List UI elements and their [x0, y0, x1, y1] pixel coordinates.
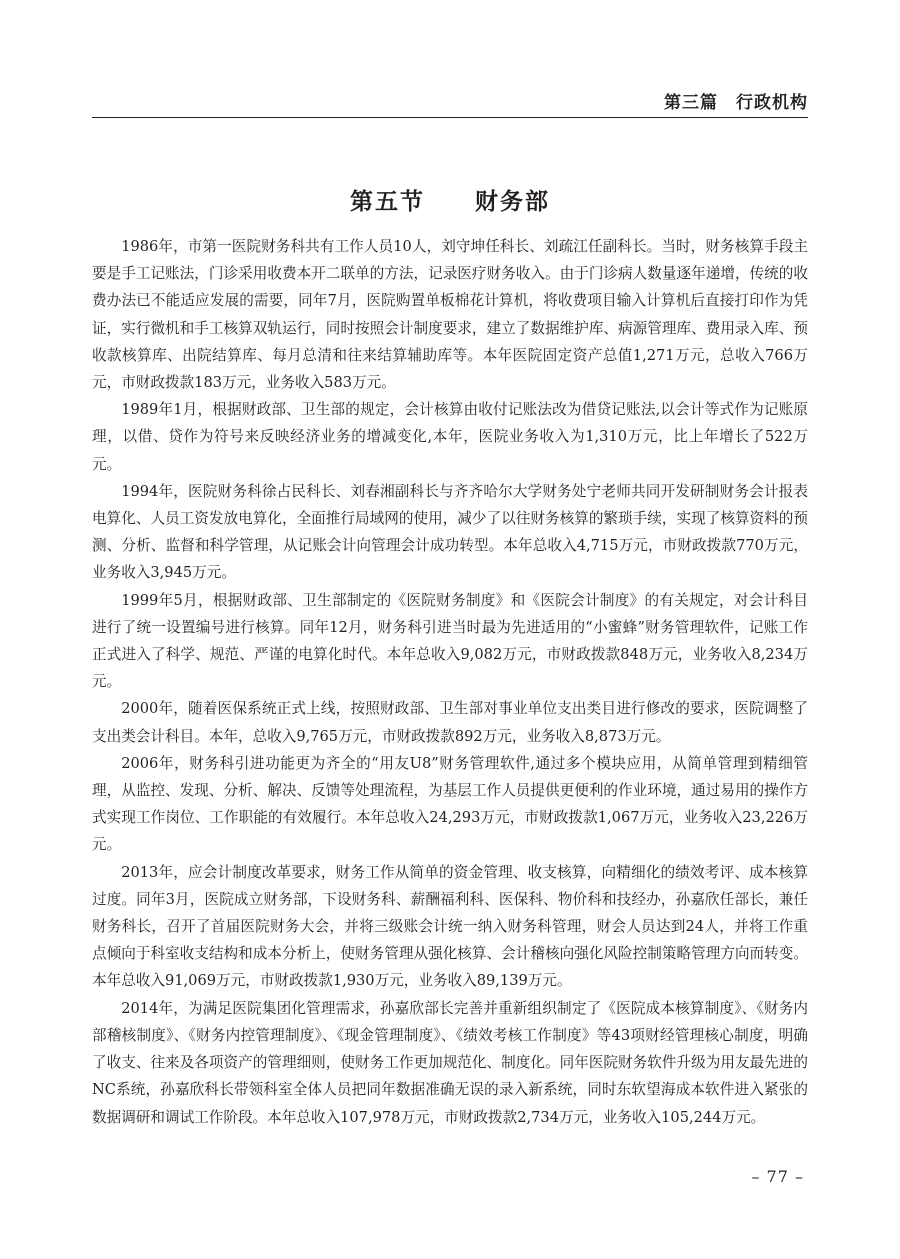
- paragraph-2014: 2014年，为满足医院集团化管理需求，孙嘉欣部长完善并重新组织制定了《医院成本核算制度》、《财务内部稽核制度》、《财务内控管理制度》、《现金管理制度》、《绩效考核工作制度》等43项财经管理核心制度，明确了收支、往来及各项资产的管理细则，使财务工作更加规范化、制度化。同年医院财务软件升级为用友最先进的NC系统，孙嘉欣科长带领科室全体人员把同年数据准确无误的录入新系统，同时东软望海成本软件进入紧张的数据调研和调试工作阶段。本年总收入107,978万元，市财政拨款2,734万元，业务收入105,244万元。: [92, 999, 808, 1126]
- header-rule: [92, 117, 808, 118]
- paragraph-2006: 2006年，财务科引进功能更为齐全的“用友U8”财务管理软件,通过多个模块应用，从简单管理到精细管理，从监控、发现、分析、解决、反馈等处理流程，为基层工作人员提供更便利的作业环境，通过易用的操作方式实现工作岗位、工作职能的有效履行。本年总收入24,293万元，市财政拨款1,067万元，业务收入23,226万元。: [92, 754, 808, 854]
- paragraph-1999: 1999年5月，根据财政部、卫生部制定的《医院财务制度》和《医院会计制度》的有关规定，对会计科目进行了统一设置编号进行核算。同年12月，财务科引进当时最为先进适用的“小蜜蜂”财务管理软件，记账工作正式进入了科学、规范、严谨的电算化时代。本年总收入9,082万元，市财政拨款848万元，业务收入8,234万元。: [92, 591, 808, 691]
- section-title: 第五节 财务部: [350, 188, 550, 216]
- paragraph-1994: 1994年，医院财务科徐占民科长、刘春湘副科长与齐齐哈尔大学财务处宁老师共同开发研制财务会计报表电算化、人员工资发放电算化，全面推行局域网的使用，减少了以往财务核算的繁琐手续，实现了核算资料的预测、分析、监督和科学管理，从记账会计向管理会计成功转型。本年总收入4,715万元，市财政拨款770万元，业务收入3,945万元。: [92, 482, 808, 582]
- paragraph-2013: 2013年，应会计制度改革要求，财务工作从简单的资金管理、收支核算，向精细化的绩效考评、成本核算过度。同年3月，医院成立财务部，下设财务科、薪酬福利科、医保科、物价科和技经办，孙嘉欣任部长，兼任财务科长，召开了首届医院财务大会，并将三级账会计统一纳入财务科管理，财会人员达到24人，并将工作重点倾向于科室收支结构和成本分析上，使财务管理从强化核算、会计稽核向强化风险控制策略管理方向而转变。本年总收入91,069万元，市财政拨款1,930万元，业务收入89,139万元。: [92, 863, 808, 990]
- body-text: [92, 233, 808, 1131]
- paragraph-1989: 1989年1月，根据财政部、卫生部的规定，会计核算由收付记账法改为借贷记账法,以会计等式作为记账原理，以借、贷作为符号来反映经济业务的增减变化,本年，医院业务收入为1,310万元，比上年增长了522万元。: [92, 401, 808, 473]
- running-header: 第三篇 行政机构: [664, 93, 808, 113]
- paragraph-1986: 1986年，市第一医院财务科共有工作人员10人，刘守坤任科长、刘疏江任副科长。当时，财务核算手段主要是手工记账法，门诊采用收费本开二联单的方法，记录医疗财务收入。由于门诊病人数量逐年递增，传统的收费办法已不能适应发展的需要，同年7月，医院购置单板棉花计算机，将收费项目输入计算机后直接打印作为凭证，实行微机和手工核算双轨运行，同时按照会计制度要求，建立了数据维护库、病源管理库、费用录入库、预收款核算库、出院结算库、每月总清和往来结算辅助库等。本年医院固定资产总值1,271万元，总收入766万元，市财政拨款183万元，业务收入583万元。: [92, 238, 808, 392]
- paragraph-2000: 2000年，随着医保系统正式上线，按照财政部、卫生部对事业单位支出类目进行修改的要求，医院调整了支出类会计科目。本年，总收入9,765万元，市财政拨款892万元，业务收入8,873万元。: [92, 700, 808, 745]
- page-number: – 77 –: [751, 1167, 804, 1186]
